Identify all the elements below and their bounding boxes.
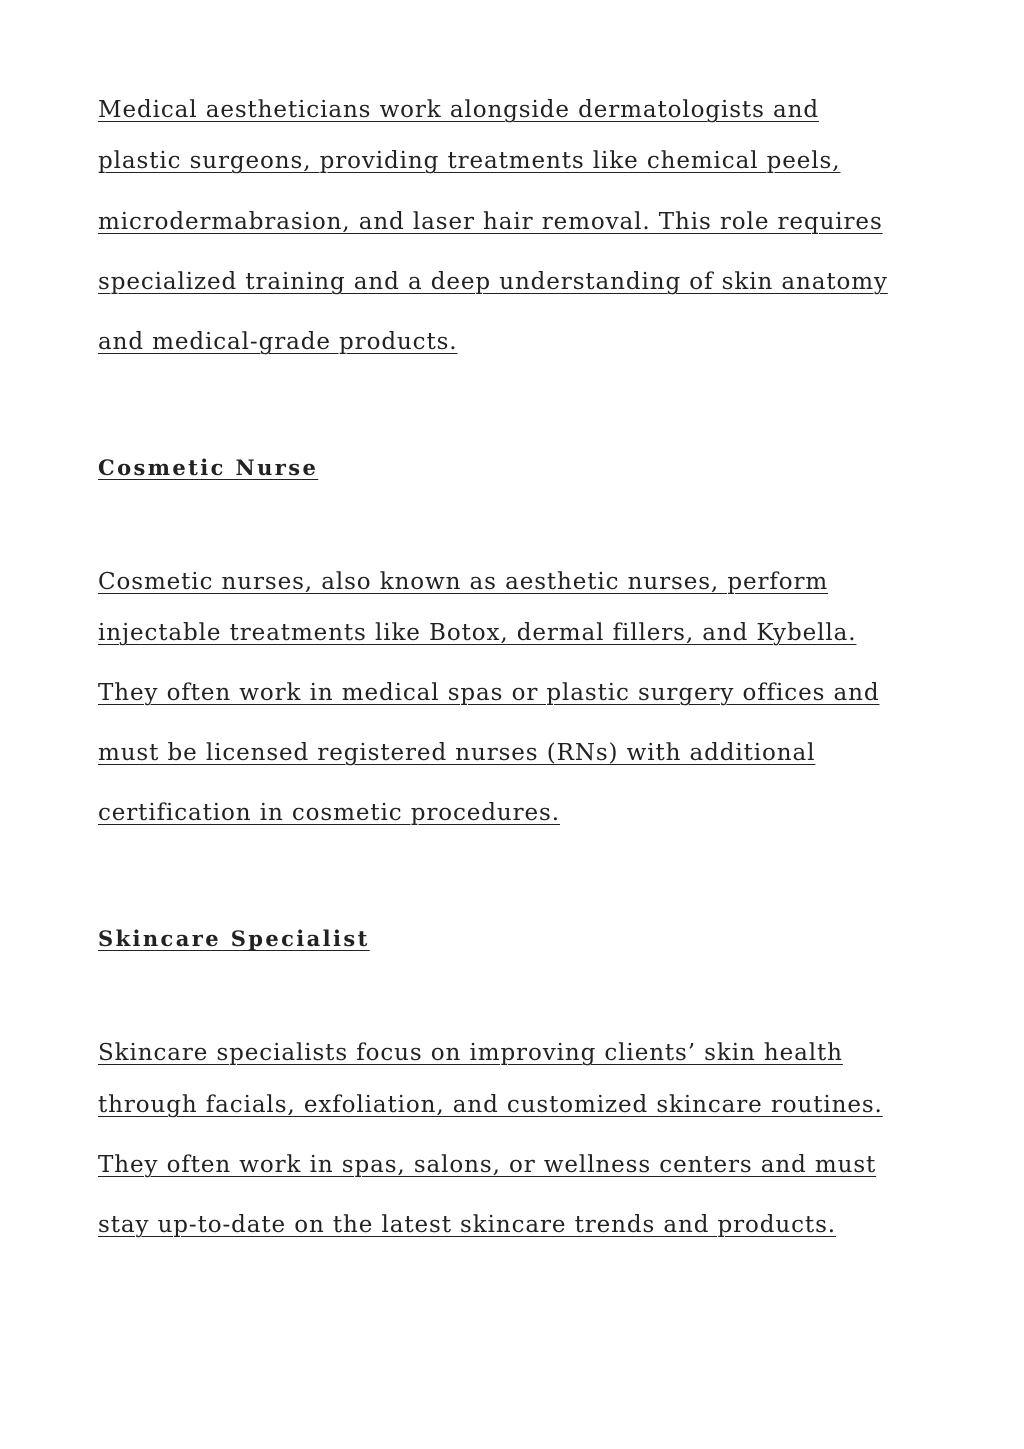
paragraph-line: Medical aestheticians work alongside dermatologists and bbox=[98, 97, 819, 123]
paragraph-line: certification in cosmetic procedures. bbox=[98, 800, 560, 826]
paragraph-line: microdermabrasion, and laser hair removal. This role requires bbox=[98, 209, 883, 235]
paragraph-line: injectable treatments like Botox, dermal fillers, and Kybella. bbox=[98, 620, 857, 646]
intro-paragraph bbox=[98, 96, 938, 366]
paragraph-line: Skincare specialists focus on improving clients’ skin health bbox=[98, 1040, 843, 1066]
cosmetic-nurse-paragraph bbox=[98, 568, 938, 838]
paragraph-line: plastic surgeons, providing treatments like chemical peels, bbox=[98, 148, 841, 174]
skincare-specialist-paragraph bbox=[98, 1039, 938, 1249]
paragraph-line: They often work in spas, salons, or wellness centers and must bbox=[98, 1152, 877, 1178]
section-heading-skincare-specialist: Skincare Specialist bbox=[98, 926, 370, 951]
paragraph-line: must be licensed registered nurses (RNs) with additional bbox=[98, 740, 816, 766]
paragraph-line: Cosmetic nurses, also known as aesthetic nurses, perform bbox=[98, 569, 829, 595]
paragraph-line: through facials, exfoliation, and customized skincare routines. bbox=[98, 1092, 883, 1118]
paragraph-line: stay up-to-date on the latest skincare trends and products. bbox=[98, 1212, 836, 1238]
section-heading-cosmetic-nurse: Cosmetic Nurse bbox=[98, 455, 319, 480]
paragraph-line: and medical-grade products. bbox=[98, 329, 458, 355]
paragraph-line: They often work in medical spas or plastic surgery offices and bbox=[98, 680, 880, 706]
paragraph-line: specialized training and a deep understanding of skin anatomy bbox=[98, 269, 888, 295]
